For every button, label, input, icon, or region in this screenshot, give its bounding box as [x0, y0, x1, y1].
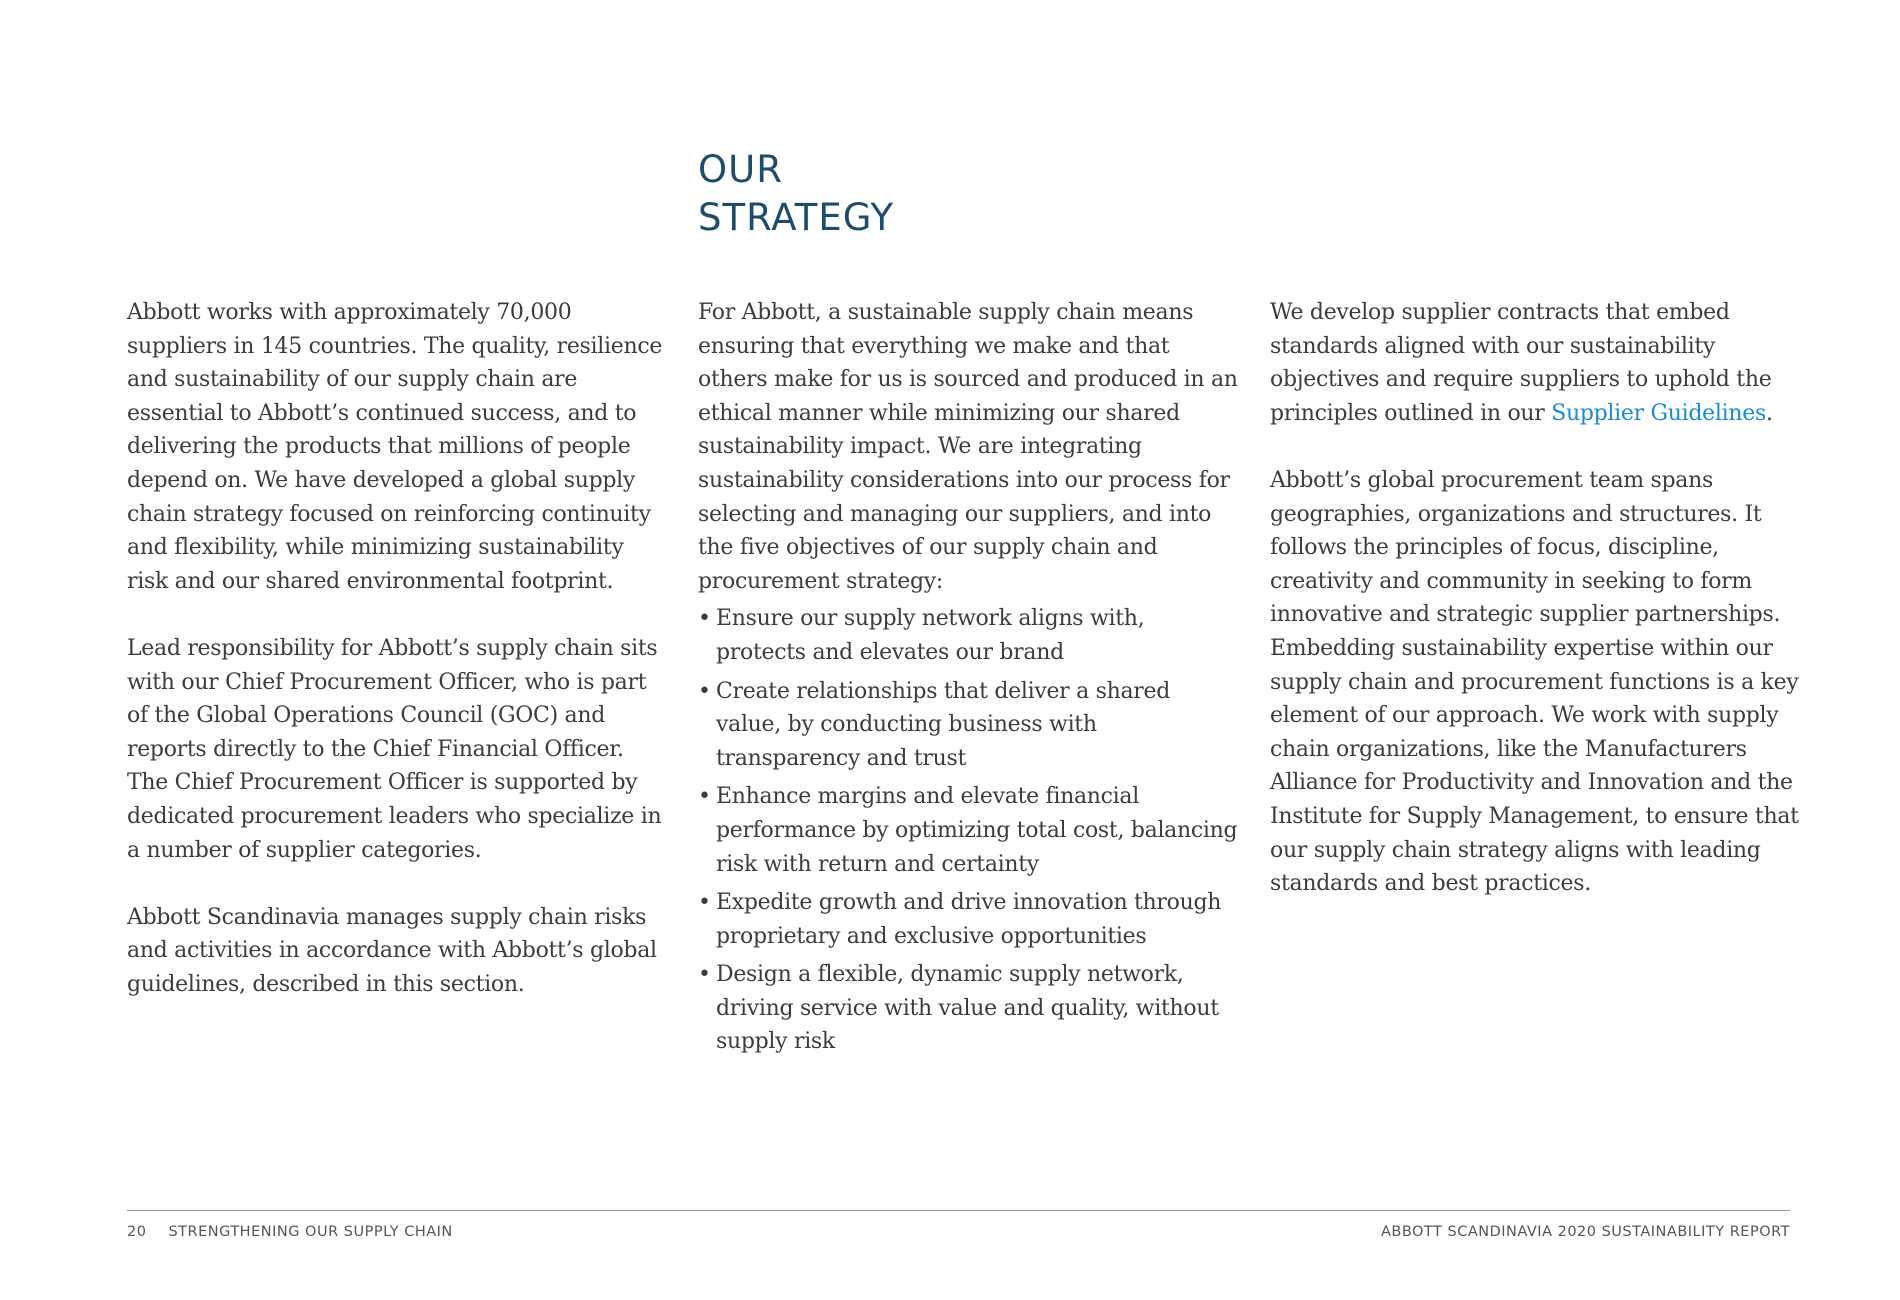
- page-number: 20: [127, 1224, 147, 1240]
- paragraph-supplier-contracts-end: .: [1765, 400, 1773, 426]
- paragraph-procurement-team: Abbott’s global procurement team spans geographies, organizations and structures. It follows the principles of focus, discipline, creativity and community in seeking to form innovative and strategic supplier partnerships. Embedding sustainability expertise within our supply chain and procurement functions is a key element of our approach. We work with supply chain organizations, like the Manufacturers Alliance for Productivity and Innovation and the Institute for Supply Management, to ensure that our supply chain strategy aligns with leading standards and best practices.: [1270, 467, 1799, 897]
- paragraph-scandinavia: Abbott Scandinavia manages supply chain risks and activities in accordance with Abbott’s global guidelines, described in this section.: [127, 904, 657, 997]
- report-title: ABBOTT SCANDINAVIA 2020 SUSTAINABILITY REPORT: [1380, 1224, 1790, 1240]
- list-item: • Enhance margins and elevate financial performance by optimizing total cost, balancing risk with return and certainty: [698, 780, 1238, 881]
- list-item: • Design a flexible, dynamic supply network, driving service with value and quality, without supply risk: [698, 958, 1238, 1059]
- list-item: • Ensure our supply network aligns with, protects and elevates our brand: [698, 602, 1238, 669]
- page-title-line-1: OUR: [698, 148, 783, 191]
- paragraph-supplier-contracts-text: We develop supplier contracts that embed standards aligned with our sustainability objectives and require suppliers to uphold the principles outlined in our: [1270, 300, 1772, 426]
- page-title-line-2: STRATEGY: [698, 196, 895, 239]
- objectives-list: [698, 602, 1238, 1059]
- supplier-guidelines-link[interactable]: Supplier Guidelines: [1551, 400, 1766, 426]
- paragraph-lead-responsibility: Lead responsibility for Abbott’s supply chain sits with our Chief Procurement Officer, who is part of the Global Operations Council (GOC) and reports directly to the Chief Financial Officer. The Chief Procurement Officer is supported by dedicated procurement leaders who specialize in a number of supplier categories.: [127, 635, 662, 863]
- list-item: • Create relationships that deliver a shared value, by conducting business with transparency and trust: [698, 675, 1238, 776]
- list-item: • Expedite growth and drive innovation through proprietary and exclusive opportunities: [698, 886, 1238, 953]
- paragraph-supplier-contracts: [1270, 296, 1810, 430]
- footer-divider: [127, 1210, 1790, 1211]
- column-middle: [698, 296, 1238, 1064]
- page-title: [698, 146, 894, 242]
- column-left: [127, 296, 667, 1035]
- paragraph-suppliers-overview: Abbott works with approximately 70,000 suppliers in 145 countries. The quality, resilience and sustainability of our supply chain are essential to Abbott’s continued success, and to delivering the products that millions of people depend on. We have developed a global supply chain strategy focused on reinforcing continuity and flexibility, while minimizing sustainability risk and our shared environmental footprint.: [127, 300, 663, 594]
- footer-left: [127, 1224, 453, 1240]
- paragraph-sustainable-supply-chain: For Abbott, a sustainable supply chain means ensuring that everything we make and that others make for us is sourced and produced in an ethical manner while minimizing our shared sustainability impact. We are integrating sustainability considerations into our process for selecting and managing our suppliers, and into the five objectives of our supply chain and procurement strategy:: [698, 300, 1238, 594]
- column-right: [1270, 296, 1810, 934]
- section-title: STRENGTHENING OUR SUPPLY CHAIN: [168, 1224, 453, 1240]
